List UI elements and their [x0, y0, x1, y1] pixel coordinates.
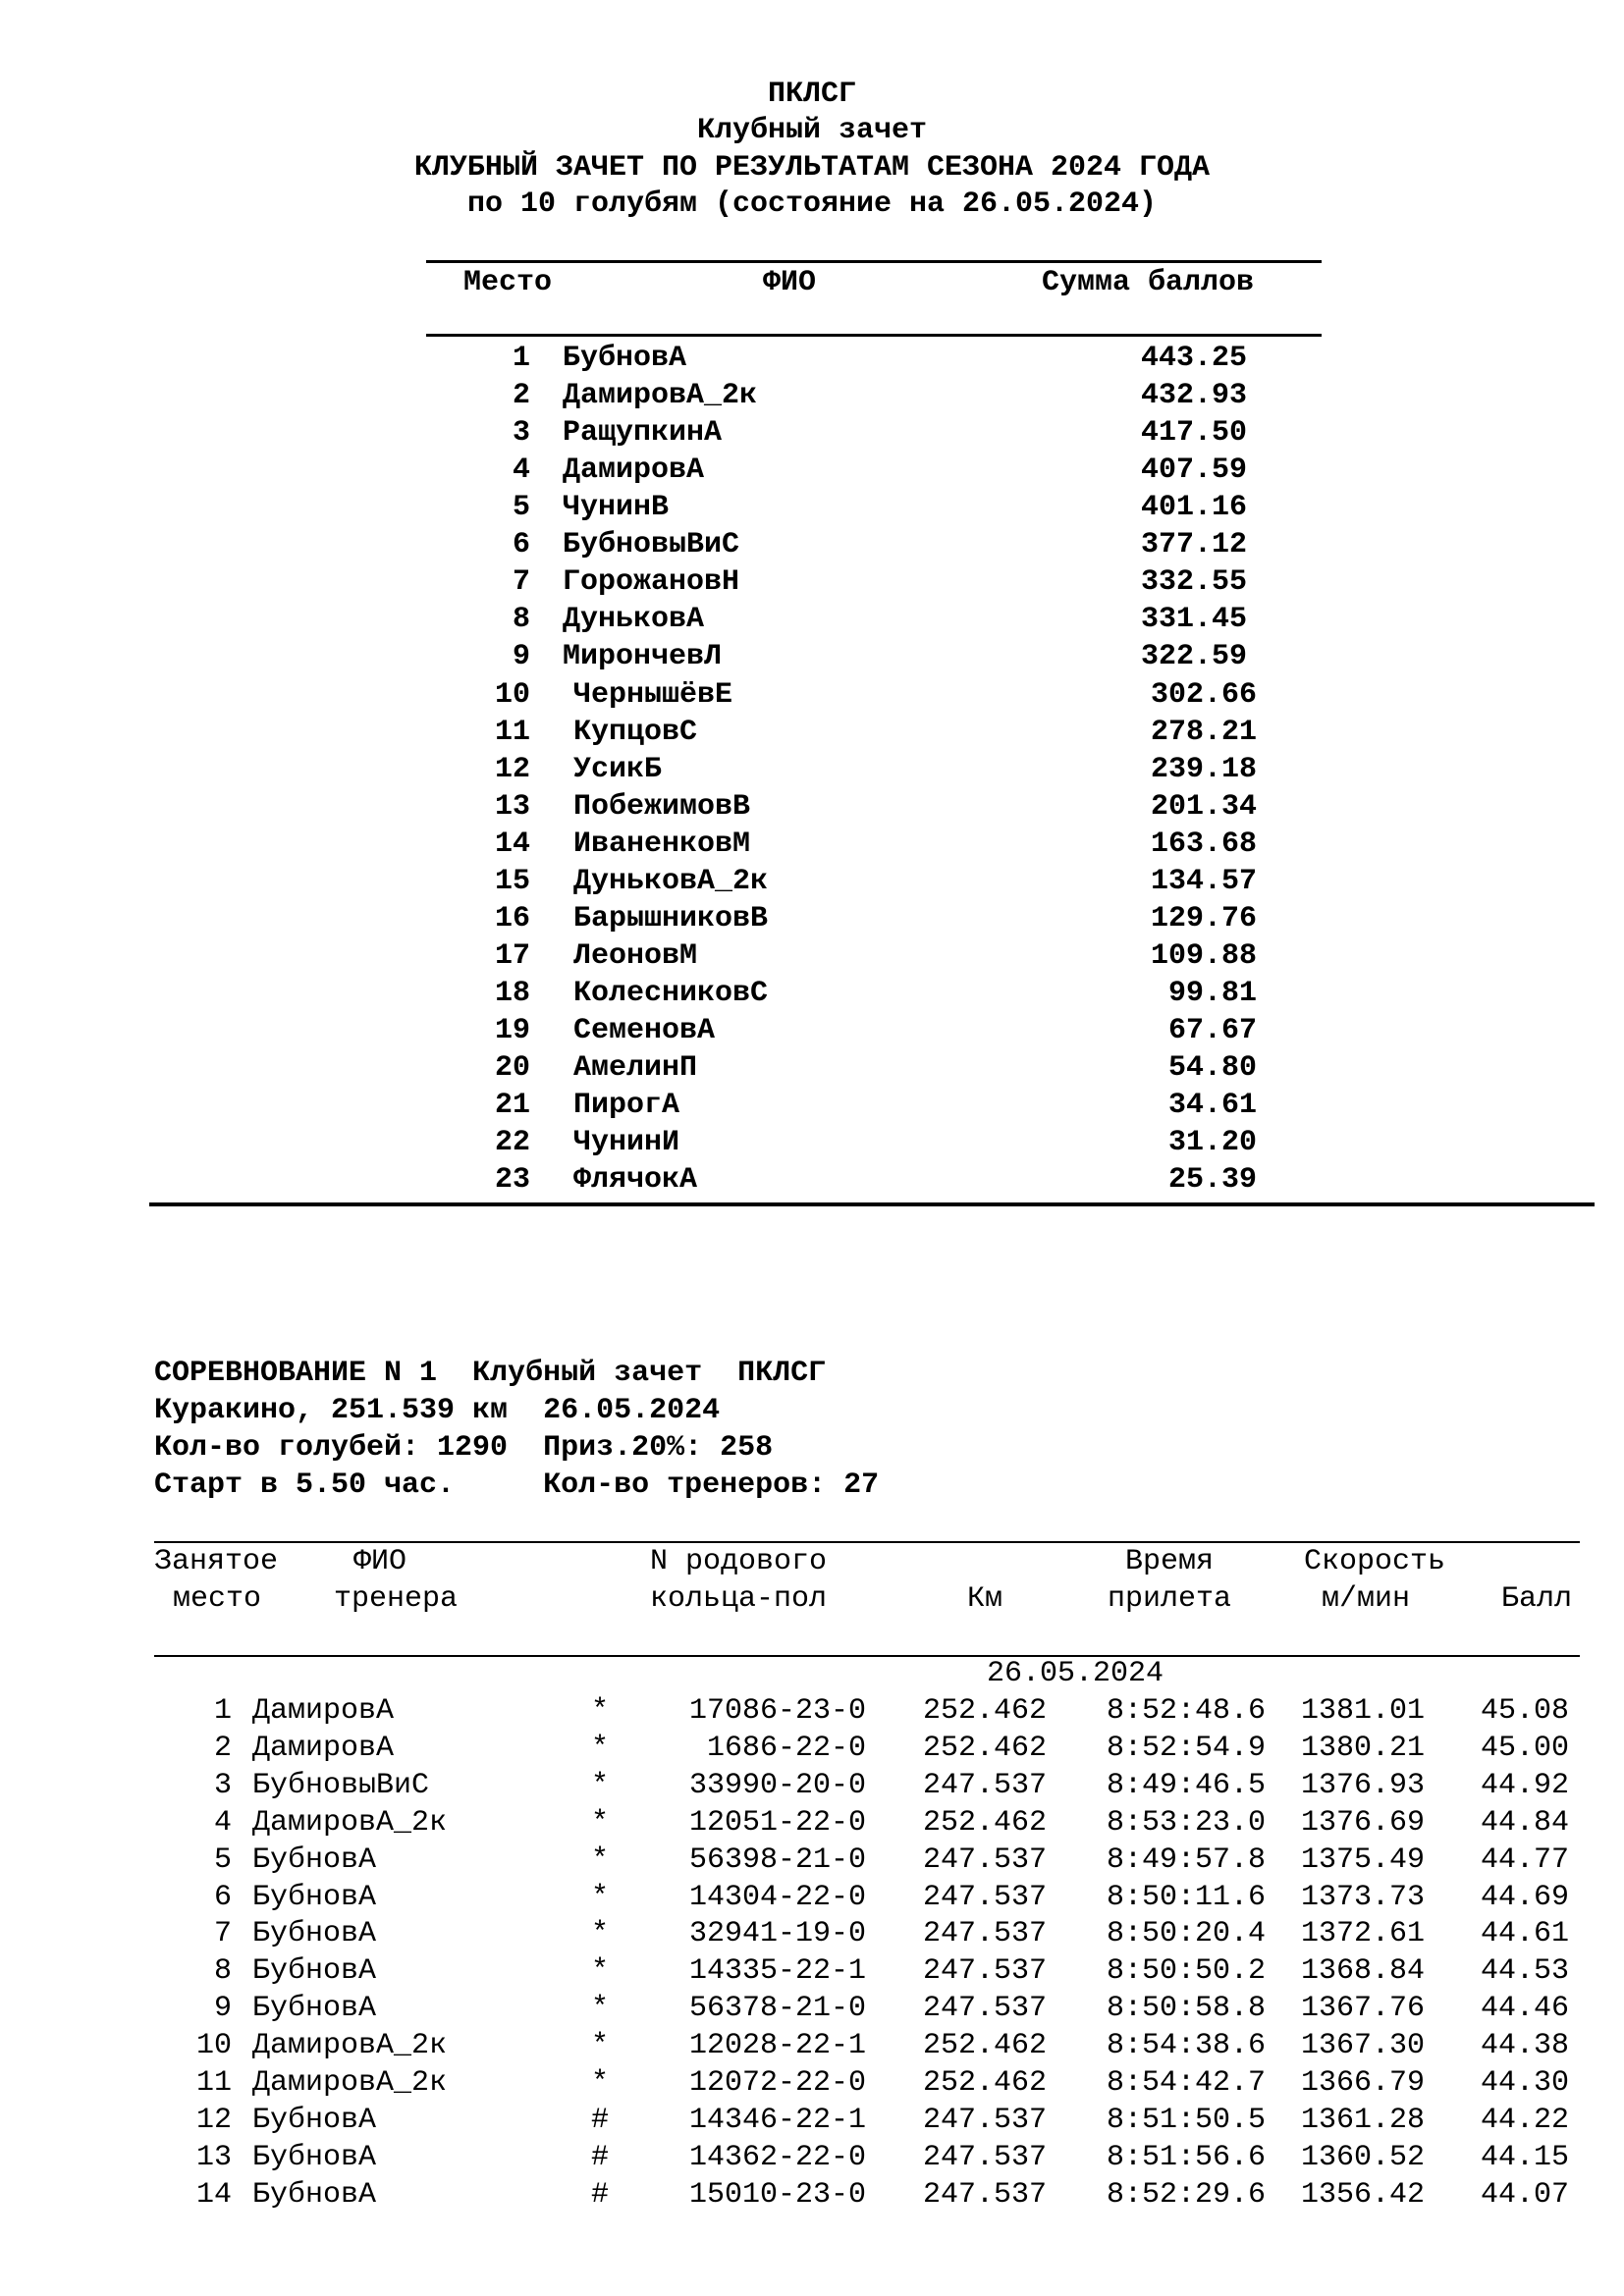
result-time: 8:50:50.2: [1107, 1954, 1267, 1989]
result-time: 8:51:50.5: [1107, 2103, 1267, 2137]
summary-name: КупцовС: [573, 715, 698, 749]
result-mark: *: [591, 1731, 610, 1765]
result-time: 8:49:46.5: [1107, 1768, 1267, 1802]
summary-points: 417.50: [1140, 416, 1247, 451]
summary-place: 22: [494, 1126, 530, 1159]
summary-bottom-rule: [149, 1202, 1595, 1206]
summary-name: УсикБ: [573, 752, 663, 786]
col-header-speed-2: м/мин: [1322, 1582, 1411, 1616]
summary-place: 23: [494, 1163, 530, 1198]
summary-name: БубновыВиС: [563, 528, 740, 562]
result-km: 252.462: [923, 1805, 1048, 1840]
col-header-place: Место: [463, 266, 553, 299]
competition-location: Куракино, 251.539 км 26.05.2024: [154, 1394, 721, 1427]
summary-points: 25.39: [1167, 1163, 1257, 1198]
summary-points: 401.16: [1140, 491, 1247, 525]
summary-place: 15: [494, 864, 530, 898]
result-speed: 1376.93: [1301, 1768, 1426, 1802]
summary-place: 8: [512, 603, 530, 637]
result-points: 44.38: [1481, 2029, 1570, 2063]
result-speed: 1381.01: [1301, 1694, 1426, 1728]
result-points: 44.61: [1481, 1917, 1570, 1951]
result-time: 8:53:23.0: [1107, 1805, 1267, 1840]
result-points: 44.69: [1481, 1880, 1570, 1914]
result-time: 8:52:29.6: [1107, 2177, 1267, 2212]
result-ring: 12028-22-1: [688, 2029, 866, 2063]
col-header-points: Сумма баллов: [1042, 266, 1255, 299]
result-km: 252.462: [923, 1731, 1048, 1765]
result-mark: *: [591, 1880, 610, 1914]
summary-name: ПобежимовВ: [573, 789, 751, 824]
result-place: 8: [213, 1954, 232, 1989]
result-time: 8:54:38.6: [1107, 2029, 1267, 2063]
result-mark: *: [591, 1917, 610, 1951]
result-place: 4: [213, 1805, 232, 1840]
result-points: 44.22: [1481, 2103, 1570, 2137]
result-name: БубновА: [252, 1954, 377, 1989]
summary-points: 377.12: [1140, 528, 1247, 562]
result-km: 247.537: [923, 1954, 1048, 1989]
summary-place: 1: [512, 342, 530, 375]
col-header-time-1: Время: [1125, 1545, 1215, 1578]
results-header-rule: [154, 1655, 1580, 1657]
result-time: 8:52:54.9: [1107, 1731, 1267, 1765]
summary-name: РащупкинА: [563, 416, 723, 451]
col-header-place-1: Занятое: [154, 1545, 279, 1578]
result-time: 8:50:11.6: [1107, 1880, 1267, 1914]
result-mark: #: [591, 2140, 610, 2174]
result-km: 247.537: [923, 1842, 1048, 1877]
summary-place: 4: [512, 454, 530, 488]
col-header-speed-1: Скорость: [1304, 1545, 1446, 1578]
summary-points: 322.59: [1140, 640, 1247, 674]
result-mark: *: [591, 1694, 610, 1728]
summary-points: 99.81: [1167, 976, 1257, 1010]
result-speed: 1380.21: [1301, 1731, 1426, 1765]
summary-name: БарышниковВ: [573, 901, 769, 935]
summary-points: 407.59: [1140, 454, 1247, 488]
summary-name: ДуньковА: [563, 603, 705, 637]
summary-name: ПирогА: [573, 1089, 680, 1122]
page-title: КЛУБНЫЙ ЗАЧЕТ ПО РЕЗУЛЬТАТАМ СЕЗОНА 2024 ГОДА: [413, 151, 1211, 185]
summary-name: ИваненковМ: [573, 827, 751, 861]
summary-place: 17: [494, 938, 530, 973]
result-km: 252.462: [923, 1694, 1048, 1728]
col-header-km: Км: [967, 1582, 1003, 1616]
result-km: 252.462: [923, 2066, 1048, 2100]
col-header-name-1: ФИО: [353, 1545, 407, 1578]
result-time: 8:50:20.4: [1107, 1917, 1267, 1951]
summary-points: 239.18: [1150, 752, 1257, 786]
result-mark: *: [591, 2066, 610, 2100]
result-speed: 1367.30: [1301, 2029, 1426, 2063]
col-header-ring-2: кольца-пол: [650, 1582, 828, 1616]
result-km: 247.537: [923, 2177, 1048, 2212]
summary-place: 16: [494, 901, 530, 935]
result-km: 247.537: [923, 1880, 1048, 1914]
summary-place: 13: [494, 789, 530, 824]
summary-place: 10: [494, 677, 530, 712]
result-ring: 12072-22-0: [688, 2066, 866, 2100]
result-points: 45.08: [1481, 1694, 1570, 1728]
result-points: 44.84: [1481, 1805, 1570, 1840]
result-ring: 15010-23-0: [688, 2177, 866, 2212]
competition-start: Старт в 5.50 час. Кол-во тренеров: 27: [154, 1468, 880, 1502]
result-mark: #: [591, 2177, 610, 2212]
result-name: ДамировА: [252, 1731, 395, 1765]
col-header-points: Балл: [1501, 1582, 1573, 1616]
result-place: 11: [195, 2066, 232, 2100]
result-ring: 32941-19-0: [688, 1917, 866, 1951]
result-mark: *: [591, 1842, 610, 1877]
result-ring: 14346-22-1: [688, 2103, 866, 2137]
summary-name: ФлячокА: [573, 1163, 698, 1198]
result-place: 5: [213, 1842, 232, 1877]
result-speed: 1356.42: [1301, 2177, 1426, 2212]
result-ring: 1686-22-0: [706, 1731, 866, 1765]
result-place: 10: [195, 2029, 232, 2063]
result-name: БубновА: [252, 1992, 377, 2026]
summary-points: 67.67: [1167, 1013, 1257, 1047]
summary-place: 11: [494, 715, 530, 749]
result-speed: 1373.73: [1301, 1880, 1426, 1914]
summary-name: ДамировА_2к: [563, 379, 758, 413]
summary-points: 34.61: [1167, 1089, 1257, 1122]
summary-points: 332.55: [1140, 565, 1247, 600]
summary-place: 5: [512, 491, 530, 525]
result-km: 247.537: [923, 2140, 1048, 2174]
result-points: 44.07: [1481, 2177, 1570, 2212]
result-time: 8:52:48.6: [1107, 1694, 1267, 1728]
summary-name: ДамировА: [563, 454, 705, 488]
result-place: 1: [213, 1694, 232, 1728]
summary-place: 20: [494, 1050, 530, 1085]
result-ring: 56398-21-0: [688, 1842, 866, 1877]
summary-place: 21: [494, 1089, 530, 1122]
result-place: 7: [213, 1917, 232, 1951]
summary-name: АмелинП: [573, 1050, 698, 1085]
result-speed: 1368.84: [1301, 1954, 1426, 1989]
result-points: 44.77: [1481, 1842, 1570, 1877]
result-ring: 14362-22-0: [688, 2140, 866, 2174]
result-name: ДамировА_2к: [252, 2066, 448, 2100]
result-name: БубновыВиС: [252, 1768, 430, 1802]
result-speed: 1360.52: [1301, 2140, 1426, 2174]
summary-name: ЛеоновМ: [573, 938, 698, 973]
result-name: ДамировА: [252, 1694, 395, 1728]
summary-points: 31.20: [1167, 1126, 1257, 1159]
summary-points: 331.45: [1140, 603, 1247, 637]
result-name: БубновА: [252, 1917, 377, 1951]
result-place: 2: [213, 1731, 232, 1765]
summary-points: 201.34: [1150, 789, 1257, 824]
result-ring: 33990-20-0: [688, 1768, 866, 1802]
result-time: 8:49:57.8: [1107, 1842, 1267, 1877]
summary-points: 129.76: [1150, 901, 1257, 935]
summary-points: 109.88: [1150, 938, 1257, 973]
result-km: 247.537: [923, 1768, 1048, 1802]
result-points: 44.92: [1481, 1768, 1570, 1802]
result-km: 247.537: [923, 2103, 1048, 2137]
col-header-time-2: прилета: [1108, 1582, 1232, 1616]
result-name: БубновА: [252, 2103, 377, 2137]
result-name: ДамировА_2к: [252, 1805, 448, 1840]
summary-place: 3: [512, 416, 530, 451]
result-points: 45.00: [1481, 1731, 1570, 1765]
result-place: 9: [213, 1992, 232, 2026]
result-time: 8:54:42.7: [1107, 2066, 1267, 2100]
result-ring: 17086-23-0: [688, 1694, 866, 1728]
summary-points: 54.80: [1167, 1050, 1257, 1085]
result-name: БубновА: [252, 2140, 377, 2174]
result-points: 44.30: [1481, 2066, 1570, 2100]
results-top-rule: [154, 1541, 1580, 1543]
summary-place: 14: [494, 827, 530, 861]
summary-name: ГорожановН: [563, 565, 740, 600]
result-ring: 56378-21-0: [688, 1992, 866, 2026]
summary-place: 6: [512, 528, 530, 562]
summary-place: 9: [512, 640, 530, 674]
summary-name: МирончевЛ: [563, 640, 723, 674]
org-title: ПКЛСГ: [767, 78, 856, 111]
summary-name: СеменовА: [573, 1013, 716, 1047]
summary-points: 443.25: [1140, 342, 1247, 375]
condition-line: по 10 голубям (состояние на 26.05.2024): [466, 187, 1158, 221]
result-name: БубновА: [252, 2177, 377, 2212]
col-header-place-2: место: [173, 1582, 262, 1616]
summary-name: ЧунинВ: [563, 491, 670, 525]
col-header-ring-1: N родового: [650, 1545, 828, 1578]
summary-header-rule: [426, 334, 1322, 337]
result-ring: 14335-22-1: [688, 1954, 866, 1989]
summary-name: ДуньковА_2к: [573, 864, 769, 898]
result-mark: #: [591, 2103, 610, 2137]
result-mark: *: [591, 1805, 610, 1840]
result-km: 247.537: [923, 1992, 1048, 2026]
result-mark: *: [591, 2029, 610, 2063]
result-place: 13: [195, 2140, 232, 2174]
summary-place: 12: [494, 752, 530, 786]
result-time: 8:50:58.8: [1107, 1992, 1267, 2026]
summary-place: 18: [494, 976, 530, 1010]
result-name: БубновА: [252, 1880, 377, 1914]
result-points: 44.53: [1481, 1954, 1570, 1989]
col-header-name-2: тренера: [334, 1582, 459, 1616]
summary-points: 278.21: [1150, 715, 1257, 749]
race-date: 26.05.2024: [987, 1657, 1164, 1690]
result-speed: 1367.76: [1301, 1992, 1426, 2026]
result-ring: 14304-22-0: [688, 1880, 866, 1914]
summary-place: 19: [494, 1013, 530, 1047]
result-time: 8:51:56.6: [1107, 2140, 1267, 2174]
result-place: 3: [213, 1768, 232, 1802]
result-km: 252.462: [923, 2029, 1048, 2063]
competition-title: СОРЕВНОВАНИЕ N 1 Клубный зачет ПКЛСГ: [154, 1357, 827, 1390]
result-points: 44.46: [1481, 1992, 1570, 2026]
result-speed: 1361.28: [1301, 2103, 1426, 2137]
summary-name: БубновА: [563, 342, 687, 375]
result-name: ДамировА_2к: [252, 2029, 448, 2063]
col-header-name: ФИО: [763, 266, 817, 299]
result-km: 247.537: [923, 1917, 1048, 1951]
summary-points: 163.68: [1150, 827, 1257, 861]
summary-place: 7: [512, 565, 530, 600]
subtitle: Клубный зачет: [696, 114, 928, 147]
result-place: 12: [195, 2103, 232, 2137]
summary-name: ЧернышёвЕ: [573, 677, 733, 712]
summary-name: ЧунинИ: [573, 1126, 680, 1159]
summary-points: 134.57: [1150, 864, 1257, 898]
summary-points: 432.93: [1140, 379, 1247, 413]
result-speed: 1375.49: [1301, 1842, 1426, 1877]
result-mark: *: [591, 1768, 610, 1802]
result-speed: 1372.61: [1301, 1917, 1426, 1951]
result-mark: *: [591, 1954, 610, 1989]
result-ring: 12051-22-0: [688, 1805, 866, 1840]
summary-points: 302.66: [1150, 677, 1257, 712]
result-name: БубновА: [252, 1842, 377, 1877]
result-points: 44.15: [1481, 2140, 1570, 2174]
competition-birds: Кол-во голубей: 1290 Приз.20%: 258: [154, 1431, 774, 1465]
result-speed: 1366.79: [1301, 2066, 1426, 2100]
summary-name: КолесниковС: [573, 976, 769, 1010]
result-place: 6: [213, 1880, 232, 1914]
result-speed: 1376.69: [1301, 1805, 1426, 1840]
result-mark: *: [591, 1992, 610, 2026]
result-place: 14: [195, 2177, 232, 2212]
summary-place: 2: [512, 379, 530, 413]
